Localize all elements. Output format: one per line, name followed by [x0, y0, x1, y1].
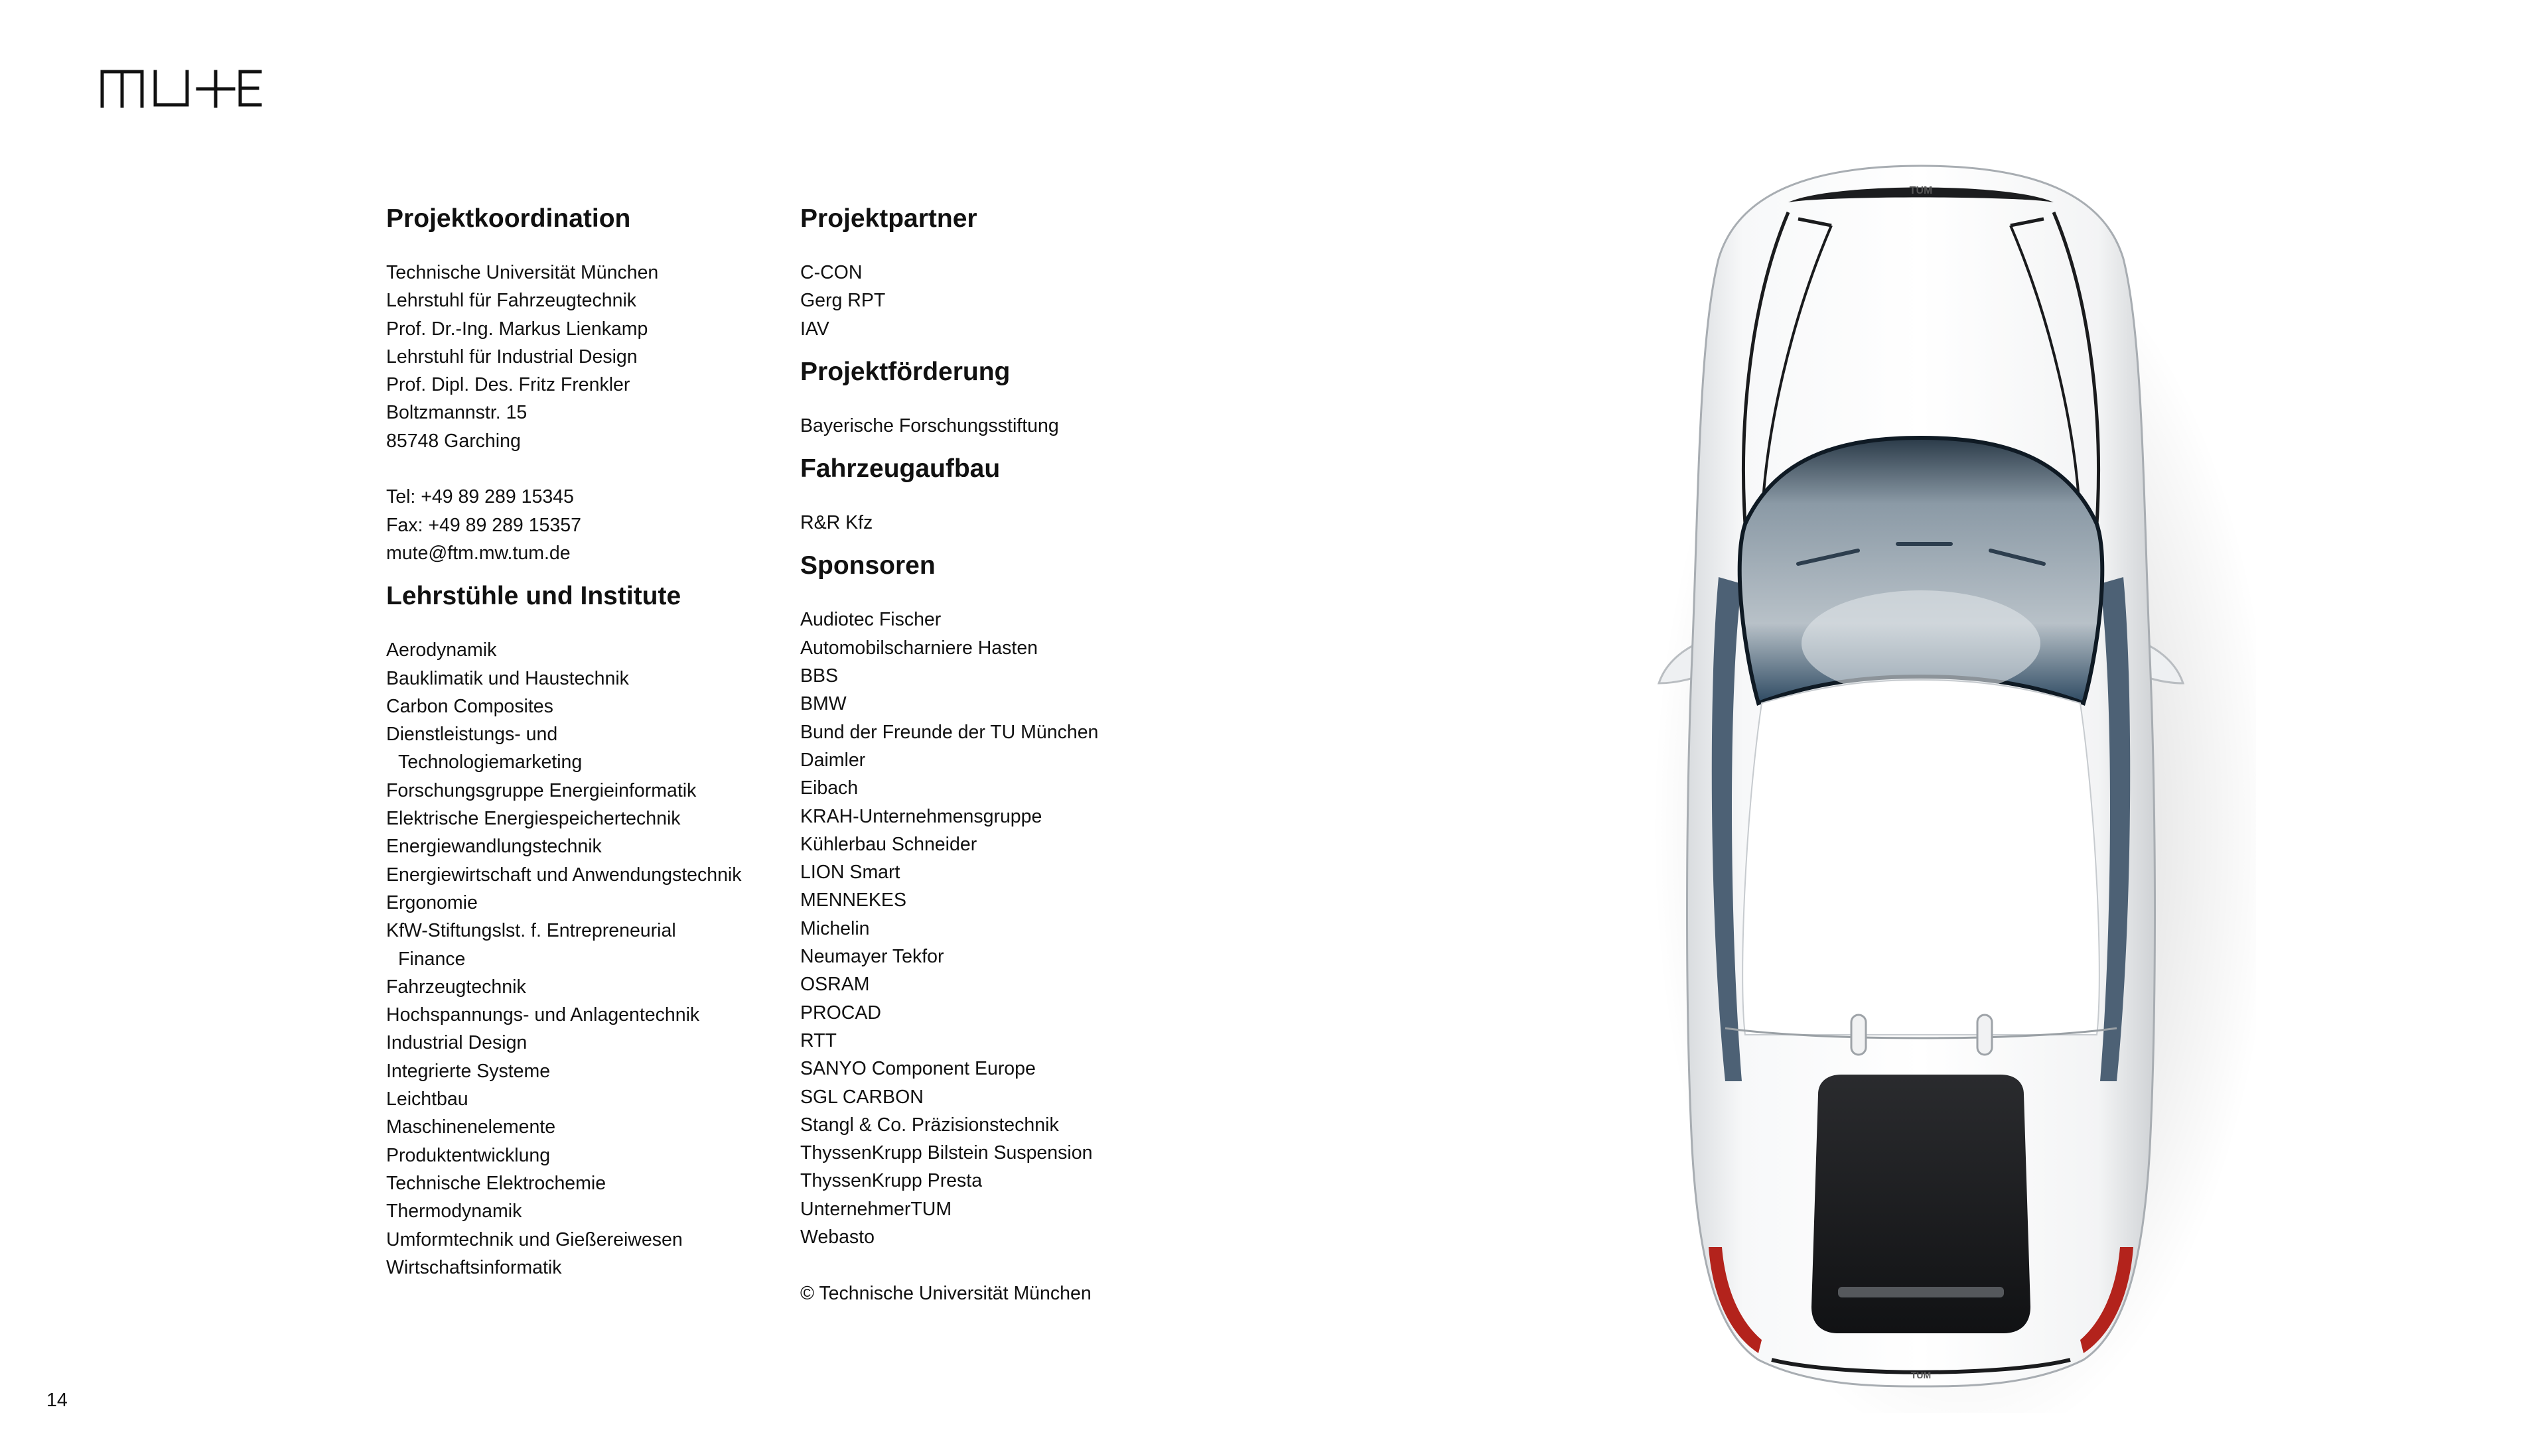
- chair-item: Bauklimatik und Haustechnik: [386, 667, 629, 689]
- car-top-view-image: [1619, 153, 2256, 1413]
- chair-item: Ergonomie: [386, 892, 478, 913]
- chair-item: Thermodynamik: [386, 1201, 522, 1223]
- chair-item: Wirtschaftsinformatik: [386, 1256, 562, 1278]
- sponsor-item: Audiotec Fischer: [800, 609, 942, 631]
- tum-badge-front: TUM: [1910, 1370, 1932, 1380]
- chair-item: KfW-Stiftungslst. f. Entrepreneurial: [386, 920, 676, 942]
- chair-item: Energiewirtschaft und Anwendungstechnik: [386, 864, 742, 886]
- partners-heading: Projektpartner: [800, 204, 977, 233]
- mute-logo: [98, 66, 264, 109]
- chair-item: Maschinenelemente: [386, 1116, 556, 1138]
- chair-item: Produktentwicklung: [386, 1144, 551, 1166]
- page-number: 14: [46, 1390, 68, 1411]
- sponsor-item: Automobilscharniere Hasten: [800, 637, 1038, 659]
- fax-line: Fax: +49 89 289 15357: [386, 514, 581, 536]
- chair-item: Umformtechnik und Gießereiwesen: [386, 1228, 683, 1250]
- address-line: Technische Universität München: [386, 262, 659, 283]
- sponsor-item: SANYO Component Europe: [800, 1058, 1036, 1080]
- sponsor-item: Neumayer Tekfor: [800, 946, 944, 968]
- partner-item: Gerg RPT: [800, 290, 886, 312]
- build-section: [800, 449, 1212, 546]
- sponsor-item: Michelin: [800, 917, 870, 939]
- chair-item: Energiewandlungstechnik: [386, 836, 602, 858]
- chair-item: Integrierte Systeme: [386, 1060, 551, 1082]
- left-column: [386, 199, 798, 1282]
- sponsor-item: Webasto: [800, 1226, 875, 1248]
- sponsor-item: Kühlerbau Schneider: [800, 833, 977, 855]
- chair-item: Technische Elektrochemie: [386, 1172, 606, 1194]
- chair-item: Hochspannungs- und Anlagentechnik: [386, 1004, 700, 1026]
- funding-section: [800, 352, 1212, 449]
- partner-item: IAV: [800, 318, 829, 340]
- chair-item: Elektrische Energiespeichertechnik: [386, 808, 681, 830]
- sponsor-item: KRAH-Unternehmensgruppe: [800, 805, 1042, 827]
- copyright-notice: © Technische Universität München: [800, 1282, 1092, 1304]
- sponsor-item: MENNEKES: [800, 890, 906, 911]
- tum-badge-rear: TUM: [1909, 185, 1933, 196]
- chair-item: Leichtbau: [386, 1089, 468, 1110]
- chair-item: Carbon Composites: [386, 695, 553, 717]
- middle-column: [800, 199, 1212, 1307]
- partners-section: [800, 199, 1212, 352]
- build-item: R&R Kfz: [800, 512, 873, 534]
- sponsor-item: ThyssenKrupp Bilstein Suspension: [800, 1142, 1093, 1164]
- sponsor-item: BMW: [800, 693, 847, 715]
- sponsor-item: LION Smart: [800, 862, 900, 884]
- address-line: 85748 Garching: [386, 430, 521, 452]
- chair-item: Technologiemarketing: [398, 752, 583, 773]
- address-line: Lehrstuhl für Industrial Design: [386, 346, 638, 367]
- sponsor-item: OSRAM: [800, 974, 870, 996]
- sponsor-item: PROCAD: [800, 1002, 881, 1024]
- sponsor-item: Bund der Freunde der TU München: [800, 721, 1099, 743]
- phone-line: Tel: +49 89 289 15345: [386, 486, 574, 508]
- address-line: Prof. Dipl. Des. Fritz Frenkler: [386, 374, 630, 396]
- sponsor-item: BBS: [800, 665, 839, 687]
- funding-item: Bayerische Forschungsstiftung: [800, 415, 1059, 436]
- build-heading: Fahrzeugaufbau: [800, 454, 1001, 484]
- chair-item: Industrial Design: [386, 1032, 528, 1054]
- sponsor-item: ThyssenKrupp Presta: [800, 1170, 983, 1192]
- email-line: mute@ftm.mw.tum.de: [386, 542, 571, 564]
- coordination-section: [386, 199, 798, 576]
- sponsor-item: RTT: [800, 1029, 837, 1051]
- chairs-section: [386, 576, 798, 1282]
- funding-heading: Projektförderung: [800, 357, 1011, 386]
- sponsor-item: Stangl & Co. Präzisionstechnik: [800, 1114, 1059, 1136]
- address-line: Prof. Dr.-Ing. Markus Lienkamp: [386, 318, 648, 340]
- sponsor-item: Eibach: [800, 777, 859, 799]
- chair-item: Forschungsgruppe Energieinformatik: [386, 779, 697, 801]
- chair-item: Finance: [398, 948, 466, 970]
- chairs-heading: Lehrstühle und Institute: [386, 582, 681, 611]
- sponsor-item: SGL CARBON: [800, 1086, 924, 1108]
- sponsor-item: UnternehmerTUM: [800, 1198, 952, 1220]
- partner-item: C-CON: [800, 262, 863, 283]
- chair-item: Dienstleistungs- und: [386, 724, 558, 746]
- sponsors-heading: Sponsoren: [800, 551, 936, 580]
- chair-item: Aerodynamik: [386, 639, 497, 661]
- address-line: Lehrstuhl für Fahrzeugtechnik: [386, 290, 637, 312]
- sponsor-item: Daimler: [800, 749, 866, 771]
- coordination-heading: Projektkoordination: [386, 204, 631, 233]
- sponsors-section: [800, 546, 1212, 1307]
- address-line: Boltzmannstr. 15: [386, 402, 528, 424]
- chair-item: Fahrzeugtechnik: [386, 976, 526, 998]
